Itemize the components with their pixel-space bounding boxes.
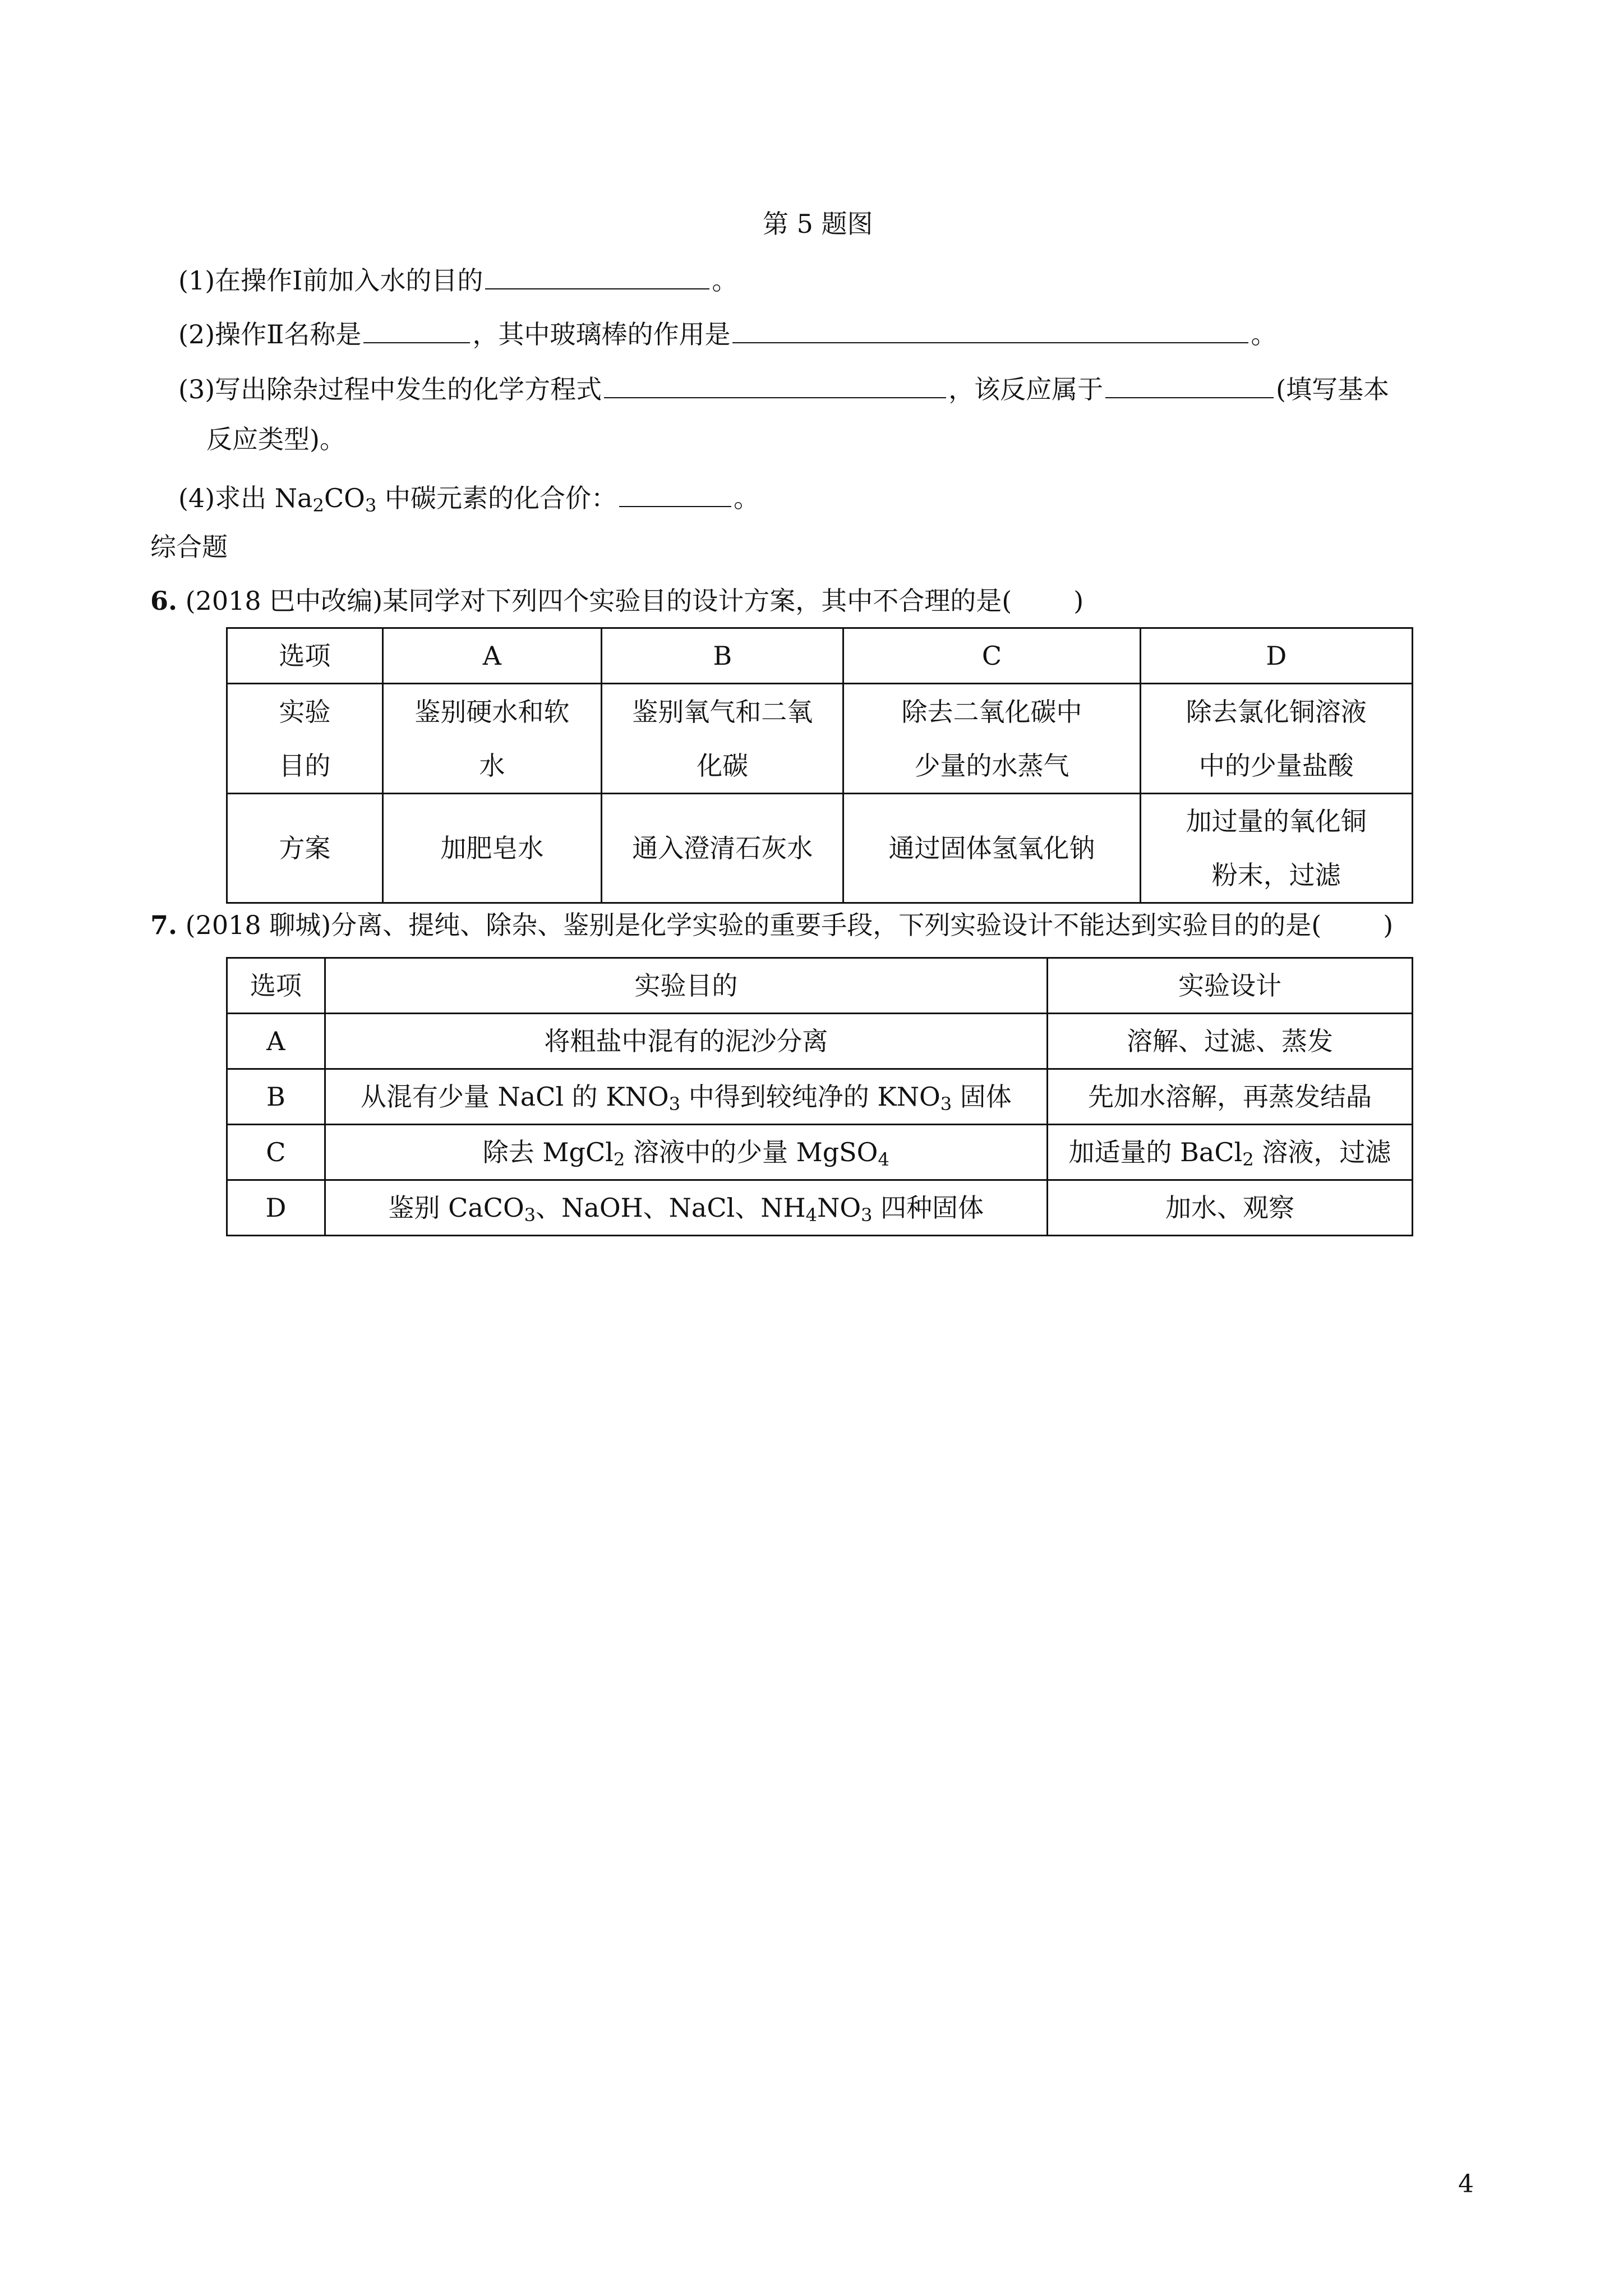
header-cell: 实验设计 <box>1047 958 1412 1014</box>
table-cell: 鉴别氧气和二氧 化碳 <box>602 684 843 794</box>
q5-part4-prefix: (4)求出 <box>178 483 275 513</box>
q5-part4-suffix: 中碳元素的化合价： <box>376 483 617 513</box>
option-cell: D <box>227 1180 325 1236</box>
table-header-row <box>227 958 1413 1014</box>
q6-number: 6. <box>150 586 178 616</box>
q5-part4 <box>178 480 759 517</box>
table-cell: 通入澄清石灰水 <box>602 794 843 903</box>
design-cell: 加适量的 BaCl$_2$ 溶液，过滤 <box>1047 1125 1412 1180</box>
q5-part1-prefix: (1)在操作Ⅰ前加入水的目的 <box>178 265 483 296</box>
table-cell: 鉴别硬水和软 水 <box>382 684 601 794</box>
q5-part1-suffix: 。 <box>712 265 738 296</box>
na2co3-formula: $Na_2CO_3$ <box>274 483 377 517</box>
table-row <box>227 794 1413 903</box>
header-cell: D <box>1140 628 1412 684</box>
table-row <box>227 1014 1413 1069</box>
design-cell: 先加水溶解，再蒸发结晶 <box>1047 1069 1412 1125</box>
row-label-cell: 实验 目的 <box>227 684 383 794</box>
table-cell: 除去氯化铜溶液 中的少量盐酸 <box>1140 684 1412 794</box>
q7-stem-text: (2018 聊城)分离、提纯、除杂、鉴别是化学实验的重要手段，下列实验设计不能达到实验目的的是( <box>185 910 1322 940</box>
q5-part2-suffix: 。 <box>1251 319 1277 349</box>
q5-part3-suffix: (填写基本 <box>1276 374 1390 404</box>
table-cell: 通过固体氢氧化钠 <box>843 794 1140 903</box>
table-cell: 加过量的氧化铜 粉末，过滤 <box>1140 794 1412 903</box>
option-cell: B <box>227 1069 325 1125</box>
header-cell: C <box>843 628 1140 684</box>
table-header-row <box>227 628 1413 684</box>
header-cell: 实验目的 <box>325 958 1047 1014</box>
q7-close-paren: ) <box>1383 910 1394 940</box>
option-cell: C <box>227 1125 325 1180</box>
section-title: 综合题 <box>150 532 228 562</box>
purpose-cell: 鉴别 CaCO$_3$、NaOH、NaCl、$NH_4NO_3$ 四种固体 <box>325 1180 1047 1236</box>
q5-part2-blank-1[interactable] <box>363 316 470 343</box>
figure-caption: 第 5 题图 <box>763 209 873 239</box>
table-row <box>227 684 1413 794</box>
q5-part3 <box>178 371 1389 405</box>
table-row <box>227 1069 1413 1125</box>
q7-stem <box>150 910 1393 941</box>
q5-part4-end: 。 <box>733 483 759 513</box>
page-number: 4 <box>1458 2170 1474 2198</box>
q5-part3-prefix: (3)写出除杂过程中发生的化学方程式 <box>178 374 602 404</box>
purpose-cell: 从混有少量 NaCl 的 $KNO_3$ 中得到较纯净的 $KNO_3$ 固体 <box>325 1069 1047 1125</box>
q7-number: 7. <box>150 910 178 940</box>
purpose-cell: 除去 MgCl$_2$ 溶液中的少量 MgSO$_4$ <box>325 1125 1047 1180</box>
table-row <box>227 1180 1413 1236</box>
q5-part1-blank[interactable] <box>485 263 709 289</box>
design-cell: 加水、观察 <box>1047 1180 1412 1236</box>
q6-stem <box>150 586 1083 616</box>
q5-part1 <box>178 263 737 296</box>
header-cell: A <box>382 628 601 684</box>
q5-part2-middle: ，其中玻璃棒的作用是 <box>472 319 731 349</box>
header-cell: 选项 <box>227 958 325 1014</box>
q5-part3-blank-2[interactable] <box>1105 371 1274 398</box>
purpose-cell: 将粗盐中混有的泥沙分离 <box>325 1014 1047 1069</box>
q5-part2 <box>178 316 1276 350</box>
header-cell: 选项 <box>227 628 383 684</box>
option-cell: A <box>227 1014 325 1069</box>
table-cell: 加肥皂水 <box>382 794 601 903</box>
q5-part2-blank-2[interactable] <box>732 316 1248 343</box>
q5-part3-middle: ，该反应属于 <box>948 374 1104 404</box>
table-cell: 除去二氧化碳中 少量的水蒸气 <box>843 684 1140 794</box>
q5-part2-prefix: (2)操作Ⅱ名称是 <box>178 319 362 349</box>
q6-stem-text: (2018 巴中改编)某同学对下列四个实验目的设计方案，其中不合理的是( <box>185 586 1012 616</box>
q7-table <box>226 957 1413 1236</box>
design-cell: 溶解、过滤、蒸发 <box>1047 1014 1412 1069</box>
q5-part3-line2: 反应类型)。 <box>206 424 345 454</box>
q5-part4-blank[interactable] <box>619 480 731 507</box>
row-label-cell: 方案 <box>227 794 383 903</box>
q6-table <box>226 627 1413 904</box>
header-cell: B <box>602 628 843 684</box>
q6-close-paren: ) <box>1073 586 1084 616</box>
table-row <box>227 1125 1413 1180</box>
q5-part3-blank-1[interactable] <box>604 371 946 398</box>
